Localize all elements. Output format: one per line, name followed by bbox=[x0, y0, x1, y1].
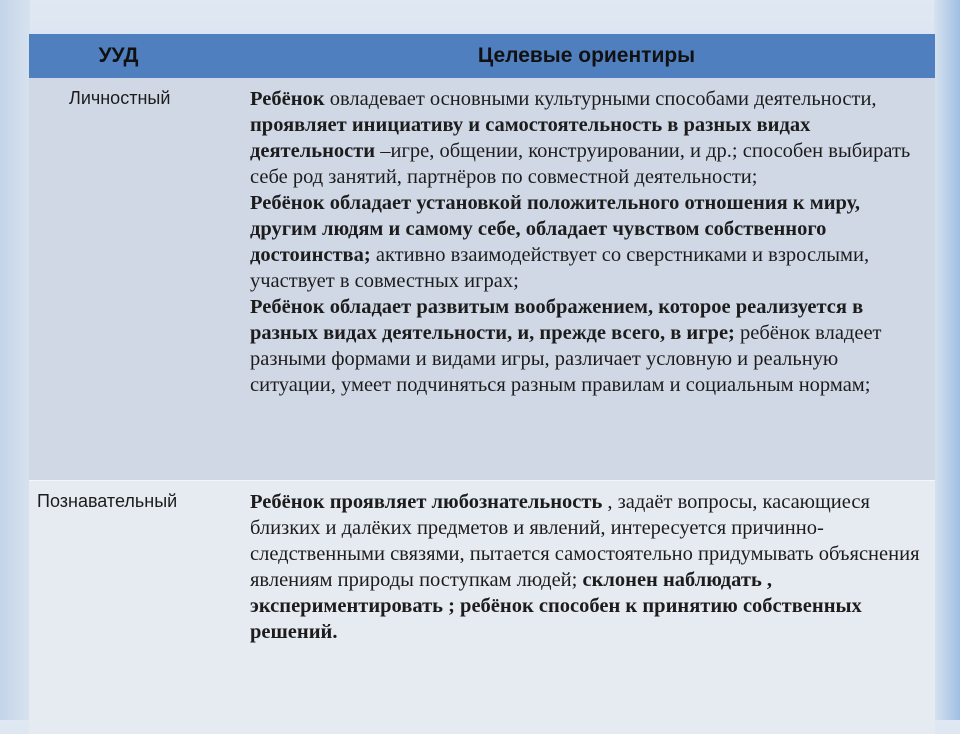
goal-text: –игре, общении, конструировании, и др.; способен выбирать себе род занятий, партнёров по совместной деятельности; bbox=[250, 140, 910, 188]
goal-paragraph bbox=[250, 294, 921, 398]
uud-name-cell: Личностный bbox=[29, 78, 238, 481]
table-header-row bbox=[29, 34, 935, 78]
goal-text-bold: Ребёнок проявляет любознательность bbox=[250, 491, 602, 513]
goal-text-bold: Ребёнок bbox=[250, 88, 325, 110]
goal-text: овладевает основными культурными способами деятельности, bbox=[325, 88, 877, 110]
uud-table bbox=[29, 34, 935, 734]
slide-background-right bbox=[934, 0, 960, 720]
goal-text-bold: Ребёнок обладает установкой положительного отношения к миру, другим людям и самому себе, обладает чувством собственного достоинства; bbox=[250, 192, 860, 266]
table-row bbox=[29, 481, 935, 734]
goal-paragraph bbox=[250, 190, 921, 294]
header-target-guidelines: Целевые ориентиры bbox=[238, 34, 935, 78]
goals-cell bbox=[238, 481, 935, 734]
goal-text: ребёнок владеет разными формами и видами игры, различает условную и реальную ситуации, умеет подчиняться разным правилам и социальным нормам; bbox=[250, 322, 882, 396]
goal-text-bold: проявляет инициативу и самостоятельность в разных видах деятельности bbox=[250, 114, 810, 162]
goal-paragraph bbox=[250, 489, 921, 645]
goal-text-bold: Ребёнок обладает развитым воображением, которое реализуется в разных видах деятельности, и, прежде всего, в игре; bbox=[250, 296, 863, 344]
header-uud: УУД bbox=[29, 34, 238, 78]
uud-name-cell: Познавательный bbox=[29, 481, 238, 734]
goals-cell bbox=[238, 78, 935, 481]
slide-background-left bbox=[0, 0, 30, 720]
goal-text: активно взаимодействует со сверстниками и взрослыми, участвует в совместных играх; bbox=[250, 244, 869, 292]
table-row bbox=[29, 78, 935, 481]
goal-paragraph bbox=[250, 86, 921, 190]
goal-text: , задаёт вопросы, касающиеся близких и далёких предметов и явлений, интересуется причинно-следственными связями, пытается самостоятельно придумывать объяснения явлениям природы поступкам людей; bbox=[250, 491, 920, 591]
goal-text-bold: склонен наблюдать , экспериментировать ; ребёнок способен к принятию собственных решений. bbox=[250, 569, 862, 643]
